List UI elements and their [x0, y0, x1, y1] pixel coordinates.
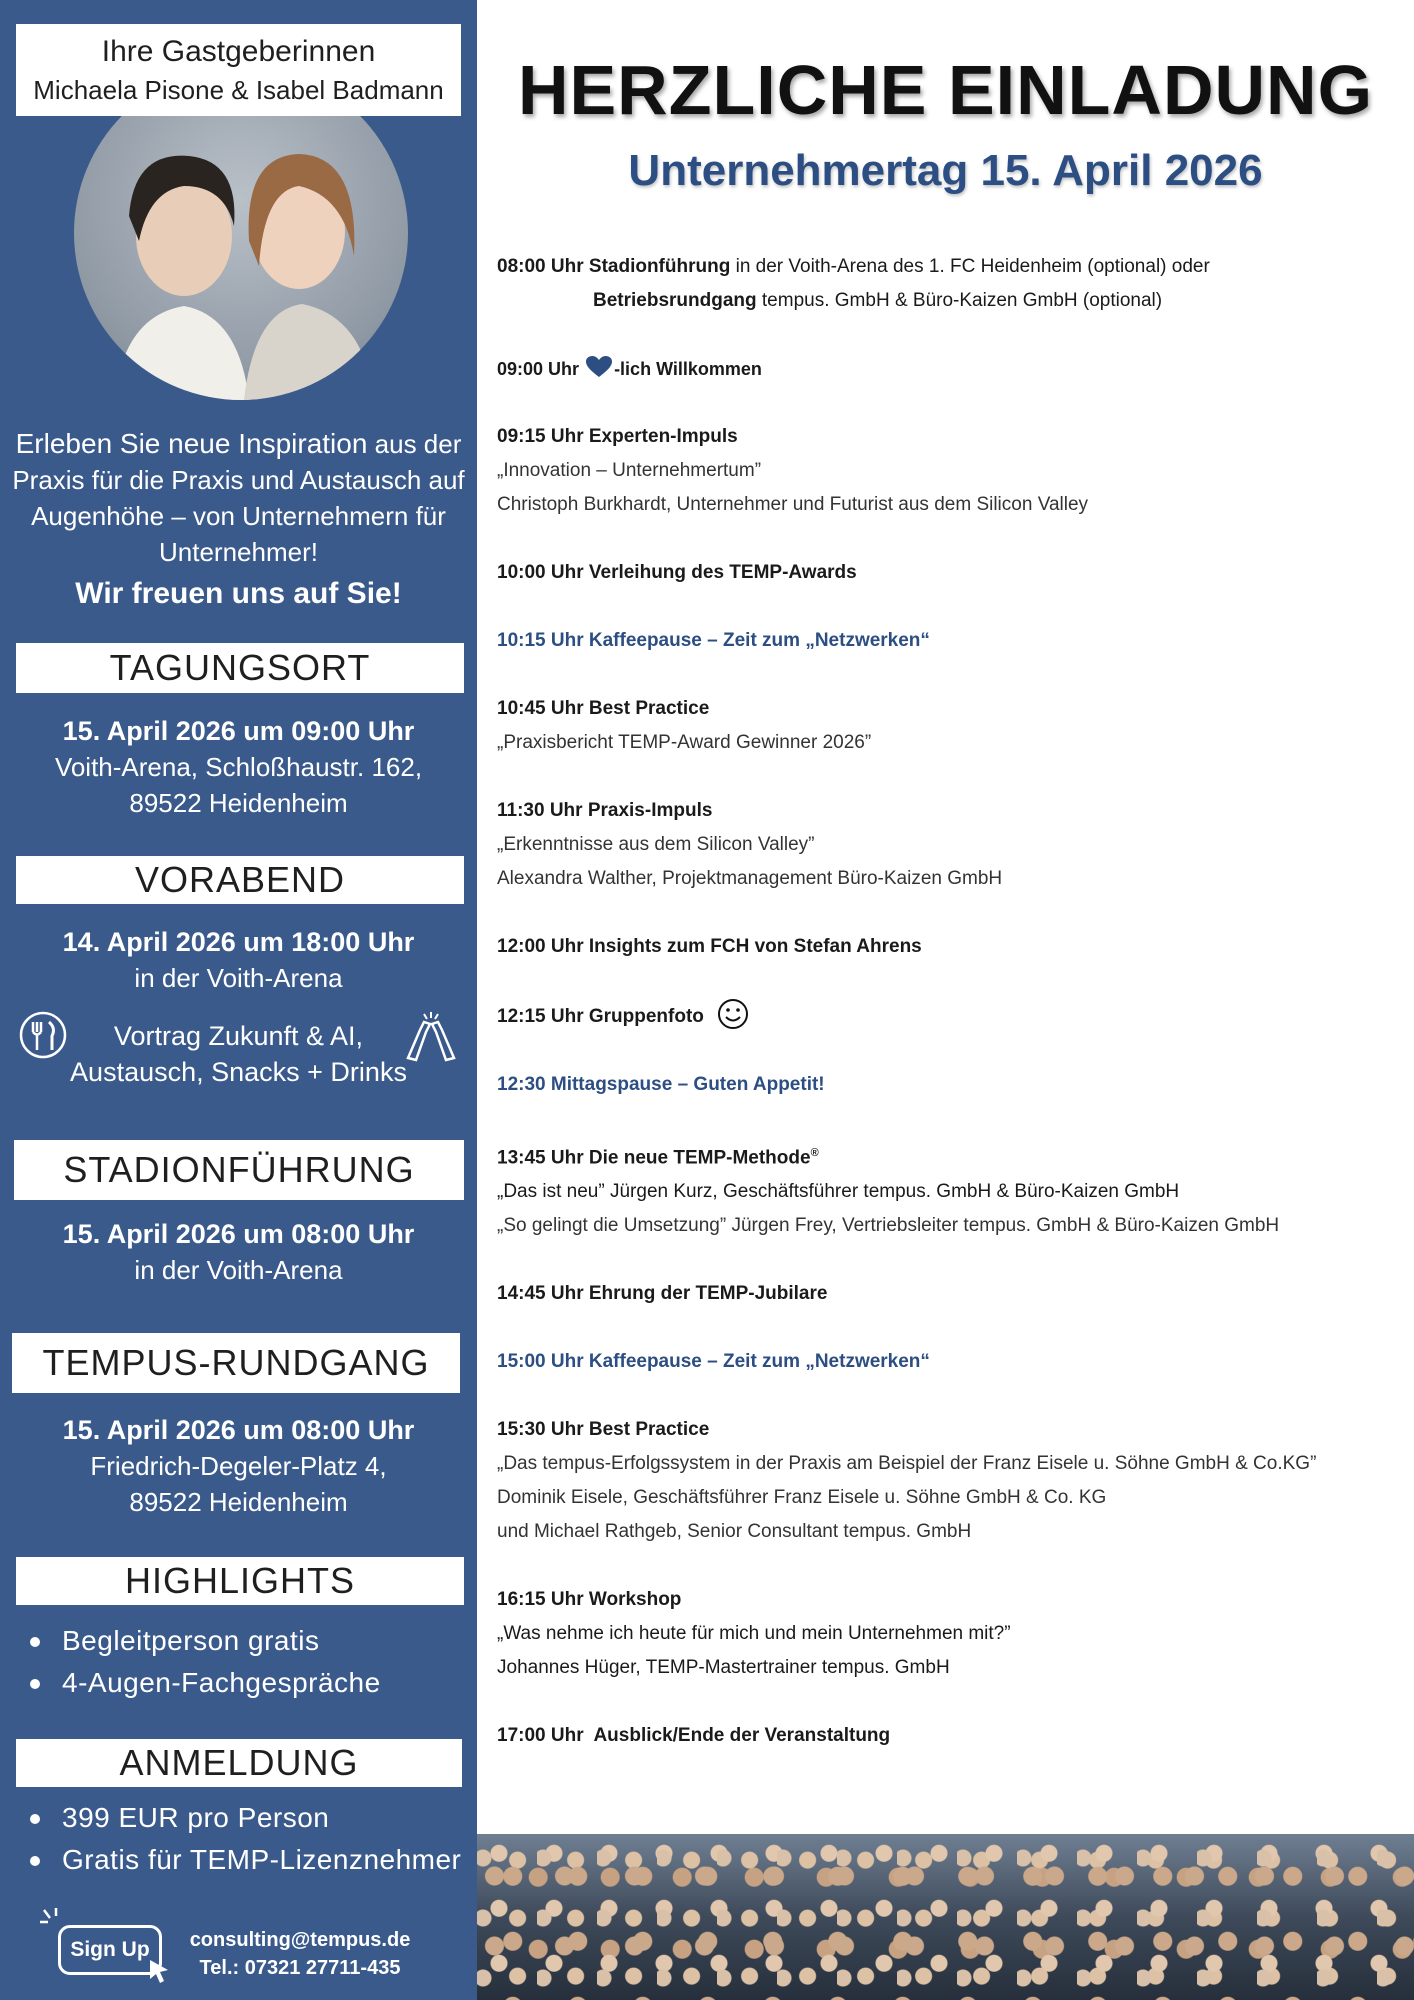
stadion-date: 15. April 2026 um 08:00 Uhr [62, 1219, 415, 1249]
agenda-item [497, 930, 1397, 964]
agenda-bold: Betriebsrundgang [593, 290, 757, 311]
agenda-line: „Erkenntnisse aus dem Silicon Valley” [497, 834, 815, 855]
hosts-names: Michaela Pisone & Isabel Badmann [33, 75, 444, 105]
highlights-list [28, 1620, 381, 1704]
agenda-line: „So gelingt die Umsetzung” Jürgen Frey, Vertriebsleiter tempus. GmbH & Büro-Kaizen GmbH [497, 1215, 1280, 1237]
stadion-heading: STADIONFÜHRUNG [14, 1140, 464, 1200]
highlight-item: 4-Augen-Fachgespräche [28, 1662, 381, 1704]
hosts-portrait [74, 66, 408, 400]
vorabend-line1: in der Voith-Arena [134, 963, 343, 993]
agenda-line: Dominik Eisele, Geschäftsführer Franz Eisele u. Söhne GmbH & Co. KG [497, 1487, 1107, 1509]
tagungsort-line1: Voith-Arena, Schloßhaustr. 162, [54, 752, 423, 782]
agenda-head: 15:30 Uhr Best Practice [497, 1419, 710, 1441]
intro-rest: aus der Praxis für die Praxis und Austausch auf Augenhöhe – von Unternehmern für Unternehmer! [12, 429, 465, 567]
agenda-line: „Das tempus-Erfolgssystem in der Praxis am Beispiel der Franz Eisele u. Söhne GmbH & Co.KG” [497, 1453, 1317, 1475]
anmeldung-list [28, 1797, 461, 1881]
agenda-line: „Was nehme ich heute für mich und mein Unternehmen mit?” [497, 1623, 1011, 1645]
sidebar [0, 0, 477, 2000]
agenda-item [497, 624, 1397, 658]
agenda-text: tempus. GmbH & Büro-Kaizen GmbH (optional) [756, 290, 1163, 311]
agenda-head: 13:45 Uhr Die neue TEMP-Methode [497, 1147, 811, 1169]
agenda-line: und Michael Rathgeb, Senior Consultant tempus. GmbH [497, 1521, 972, 1543]
intro-highlight: Erleben Sie neue Inspiration [15, 428, 368, 459]
vorabend-date: 14. April 2026 um 18:00 Uhr [62, 927, 415, 957]
page-title: HERZLICHE EINLADUNG [517, 51, 1374, 129]
intro-big: Wir freuen uns auf Sie! [75, 577, 402, 610]
stadion-line1: in der Voith-Arena [134, 1255, 343, 1285]
vorabend-line2: Vortrag Zukunft & AI, [113, 1021, 364, 1051]
agenda-item [497, 1583, 1397, 1685]
tagungsort-date: 15. April 2026 um 09:00 Uhr [62, 716, 415, 746]
agenda-item [497, 1719, 1397, 1753]
agenda-line: „Innovation – Unternehmertum” [497, 460, 762, 481]
agenda-head: 14:45 Uhr Ehrung der TEMP-Jubilare [497, 1283, 828, 1305]
intro-text [10, 426, 467, 614]
agenda-head: 17:00 Uhr Ausblick/Ende der Veranstaltung [497, 1725, 891, 1747]
agenda-head: 16:15 Uhr Workshop [497, 1589, 682, 1611]
page-subtitle: Unternehmertag 15. April 2026 [628, 146, 1263, 195]
agenda-line: Alexandra Walther, Projektmanagement Büro-Kaizen GmbH [497, 868, 1003, 889]
agenda-head: 10:15 Uhr Kaffeepause – Zeit zum „Netzwerken“ [497, 630, 930, 651]
agenda-head: 12:15 Uhr Gruppenfoto [497, 1006, 704, 1027]
vorabend-extra [40, 1018, 437, 1090]
rundgang-date: 15. April 2026 um 08:00 Uhr [62, 1415, 415, 1445]
contact-info [180, 1926, 420, 1982]
hosts-box [16, 24, 461, 116]
hosts-label: Ihre Gastgeberinnen [101, 35, 376, 68]
highlight-item: Begleitperson gratis [28, 1620, 381, 1662]
agenda-head: 15:00 Uhr Kaffeepause – Zeit zum „Netzwerken“ [497, 1351, 930, 1373]
highlights-heading: HIGHLIGHTS [16, 1557, 464, 1605]
agenda-head: 10:00 Uhr Verleihung des TEMP-Awards [497, 562, 857, 583]
vorabend-line3: Austausch, Snacks + Drinks [70, 1057, 407, 1087]
rundgang-info [10, 1412, 467, 1520]
rundgang-line1: Friedrich-Degeler-Platz 4, [90, 1451, 387, 1481]
agenda-bold: Stadionführung [588, 256, 731, 277]
agenda-item [497, 420, 1397, 522]
agenda-line: „Das ist neu” Jürgen Kurz, Geschäftsführer tempus. GmbH & Büro-Kaizen GmbH [497, 1181, 1180, 1203]
cursor-icon [148, 1958, 172, 1984]
agenda-text: -lich Willkommen [614, 359, 762, 379]
vorabend-info [10, 924, 467, 996]
agenda-item [497, 1413, 1397, 1549]
anmeldung-heading: ANMELDUNG [16, 1739, 462, 1787]
agenda-item [497, 556, 1397, 590]
agenda-item [497, 1068, 1397, 1102]
agenda-time: 08:00 Uhr [497, 256, 584, 277]
rundgang-heading: TEMPUS-RUNDGANG [12, 1333, 460, 1393]
agenda-item [497, 692, 1397, 760]
anmeldung-item: 399 EUR pro Person [28, 1797, 461, 1839]
agenda-item [497, 1277, 1397, 1311]
agenda-item [497, 1136, 1397, 1243]
agenda-line: Johannes Hüger, TEMP-Mastertrainer tempus. GmbH [497, 1657, 950, 1679]
tagungsort-heading: TAGUNGSORT [16, 643, 464, 693]
agenda-item [497, 352, 1397, 386]
agenda-item [497, 250, 1397, 318]
agenda-head: 12:30 Mittagspause – Guten Appetit! [497, 1074, 825, 1095]
rundgang-line2: 89522 Heidenheim [129, 1487, 348, 1517]
smiley-icon [717, 998, 749, 1030]
heart-icon [586, 356, 612, 378]
agenda-line: „Praxisbericht TEMP-Award Gewinner 2026” [497, 732, 872, 753]
agenda-item [497, 794, 1397, 896]
tagungsort-info [10, 713, 467, 821]
anmeldung-item: Gratis für TEMP-Lizenznehmer [28, 1839, 461, 1881]
agenda-line: Christoph Burkhardt, Unternehmer und Futurist aus dem Silicon Valley [497, 494, 1089, 515]
agenda [497, 250, 1397, 1787]
agenda-text: in der Voith-Arena des 1. FC Heidenheim (optional) oder [730, 256, 1210, 277]
agenda-head: 09:15 Uhr Experten-Impuls [497, 426, 738, 447]
tagungsort-line2: 89522 Heidenheim [129, 788, 348, 818]
signup-button[interactable]: Sign Up [58, 1925, 162, 1975]
agenda-time: 09:00 Uhr [497, 359, 580, 379]
vorabend-heading: VORABEND [16, 856, 464, 904]
agenda-item [497, 998, 1397, 1034]
agenda-head: 10:45 Uhr Best Practice [497, 698, 710, 719]
stadion-info [10, 1216, 467, 1288]
contact-email[interactable]: consulting@tempus.de [189, 1929, 411, 1951]
group-photo [477, 1834, 1414, 2000]
registered-mark: ® [810, 1147, 819, 1159]
agenda-head: 12:00 Uhr Insights zum FCH von Stefan Ahrens [497, 936, 922, 957]
agenda-item [497, 1345, 1397, 1379]
agenda-head: 11:30 Uhr Praxis-Impuls [497, 800, 713, 821]
main-content [477, 0, 1414, 2000]
contact-phone[interactable]: Tel.: 07321 27711-435 [199, 1957, 401, 1979]
